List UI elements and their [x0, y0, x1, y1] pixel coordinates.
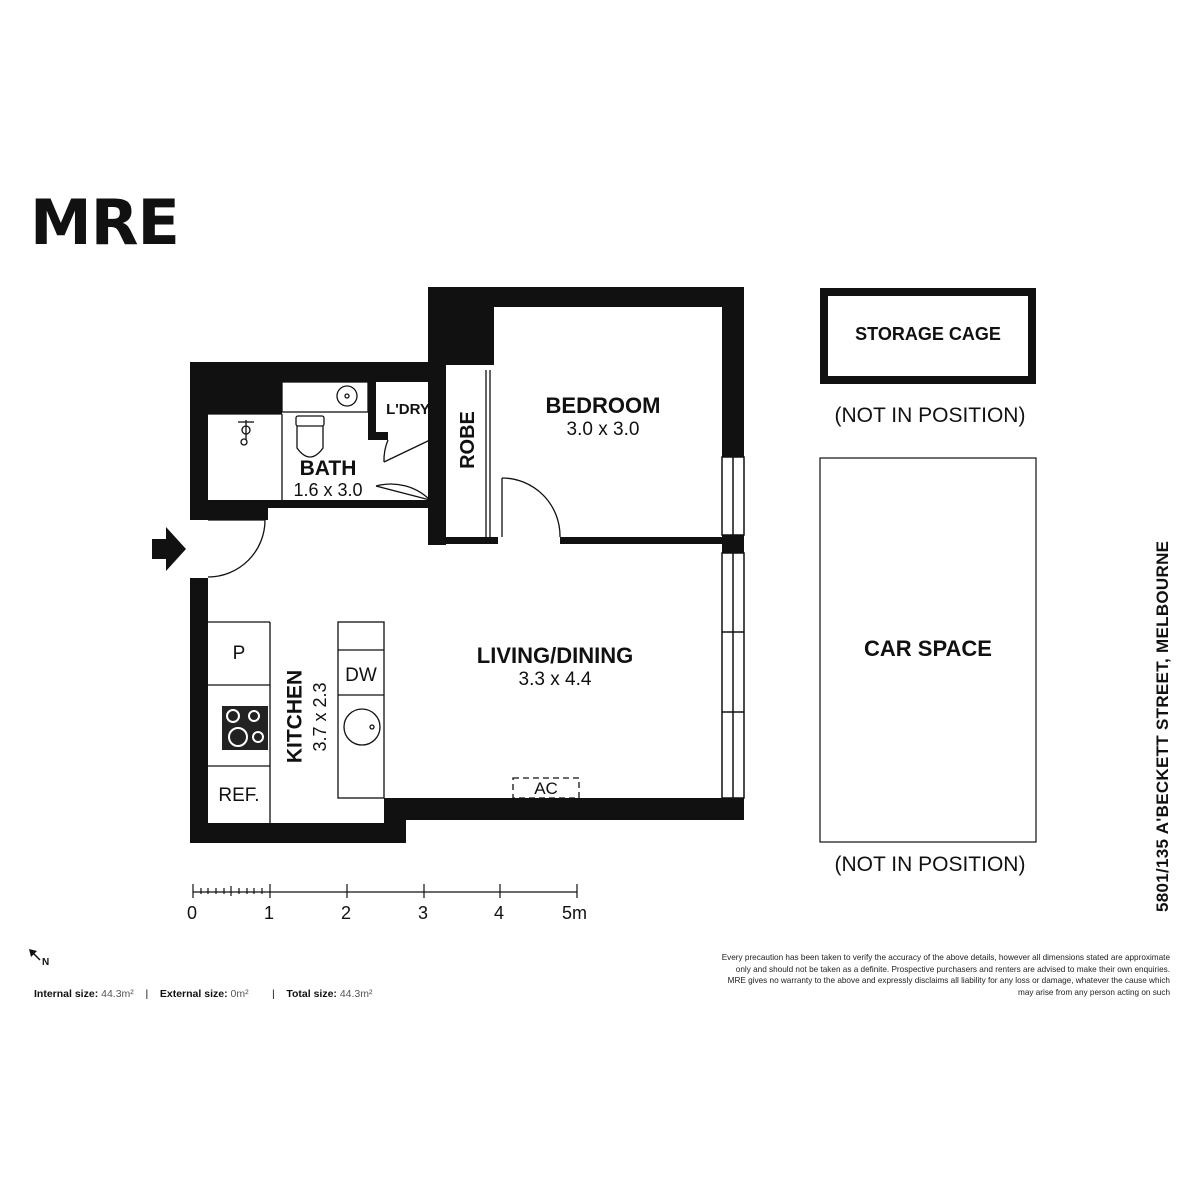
wall-bottom-living [384, 798, 744, 820]
scale-label-0: 0 [187, 903, 198, 923]
room-label-kitchen: KITCHEN [283, 669, 307, 764]
external-size-label: External size: [159, 988, 228, 1000]
laundry-door [384, 440, 430, 462]
pantry-label: P [232, 643, 246, 664]
aircon-label: AC [534, 779, 558, 798]
wall-right-mid [722, 535, 744, 553]
total-size-label: Total size: [286, 988, 337, 1000]
wall-bath-corner [190, 362, 282, 414]
scale-label-2: 2 [341, 903, 352, 923]
internal-size-label: Internal size: [34, 988, 99, 1000]
walls [190, 287, 744, 843]
wall-bath-bottom [208, 500, 430, 508]
size-separator: | [145, 988, 149, 1000]
wall-bottom-step [384, 798, 406, 843]
total-size-value: 44.3m² [339, 988, 373, 1000]
dishwasher-label: DW [345, 665, 377, 686]
size-summary [34, 988, 373, 1000]
internal-size-value: 44.3m² [101, 988, 134, 1000]
bath-vanity [282, 382, 368, 412]
room-label-bedroom: BEDROOM [545, 393, 661, 418]
windows [722, 457, 744, 798]
room-dims-bedroom: 3.0 x 3.0 [566, 419, 640, 440]
toilet-cistern [296, 416, 324, 426]
scale-bar [193, 884, 577, 898]
room-label-robe: ROBE [457, 411, 479, 469]
wall-robe-bottom [446, 537, 498, 544]
disclaimer-text: Every precaution has been taken to verify the accuracy of the above details, however all dimensions stated are approximate only and should not be taken as a definite. Prospective purchasers and renters are advised to make their own enquiries. MRE gives no warranty to the above and expressly disclaims all liability for any loss or damage, whatever the cause which may arise from any person acting on such [721, 953, 1170, 997]
room-label-bath: BATH [299, 457, 357, 480]
room-label-living: LIVING/DINING [476, 643, 634, 668]
wall-entry-top [208, 508, 268, 520]
scale-label-5m: 5m [562, 903, 588, 923]
wall-laundry-right [430, 432, 446, 512]
compass-label: N [42, 957, 50, 968]
storage-cage-label: STORAGE CAGE [855, 324, 1001, 344]
bath-basin [337, 386, 357, 406]
car-space-label: CAR SPACE [864, 636, 992, 661]
room-dims-kitchen: 3.7 x 2.3 [310, 682, 330, 752]
wall-bedroom-partition [560, 537, 724, 544]
scale-label-3: 3 [418, 903, 429, 923]
property-address: 5801/135 A'BECKETT STREET, MELBOURNE [1153, 540, 1172, 912]
room-dims-bath: 1.6 x 3.0 [293, 480, 363, 500]
wall-left-lower [190, 578, 208, 843]
room-dims-living: 3.3 x 4.4 [518, 669, 592, 690]
storage-cage-note: (NOT IN POSITION) [834, 404, 1026, 427]
wall-laundry-stub [368, 432, 388, 440]
size-separator: | [271, 988, 275, 1000]
external-size-value: 0m² [230, 988, 249, 1000]
wall-bottom-kitchen [190, 823, 406, 843]
entry-arrow-icon [152, 527, 186, 571]
fridge-label: REF. [218, 785, 260, 806]
toilet-bowl [297, 426, 323, 457]
kitchen-island [338, 622, 384, 798]
room-label-laundry: L'DRY [386, 401, 430, 418]
brand-logo: MRE [30, 186, 179, 259]
wall-right-top [722, 287, 744, 457]
compass-icon [29, 949, 40, 960]
cooktop [222, 706, 268, 750]
car-space-note: (NOT IN POSITION) [834, 853, 1026, 876]
scale-label-1: 1 [264, 903, 275, 923]
scale-label-4: 4 [494, 903, 505, 923]
